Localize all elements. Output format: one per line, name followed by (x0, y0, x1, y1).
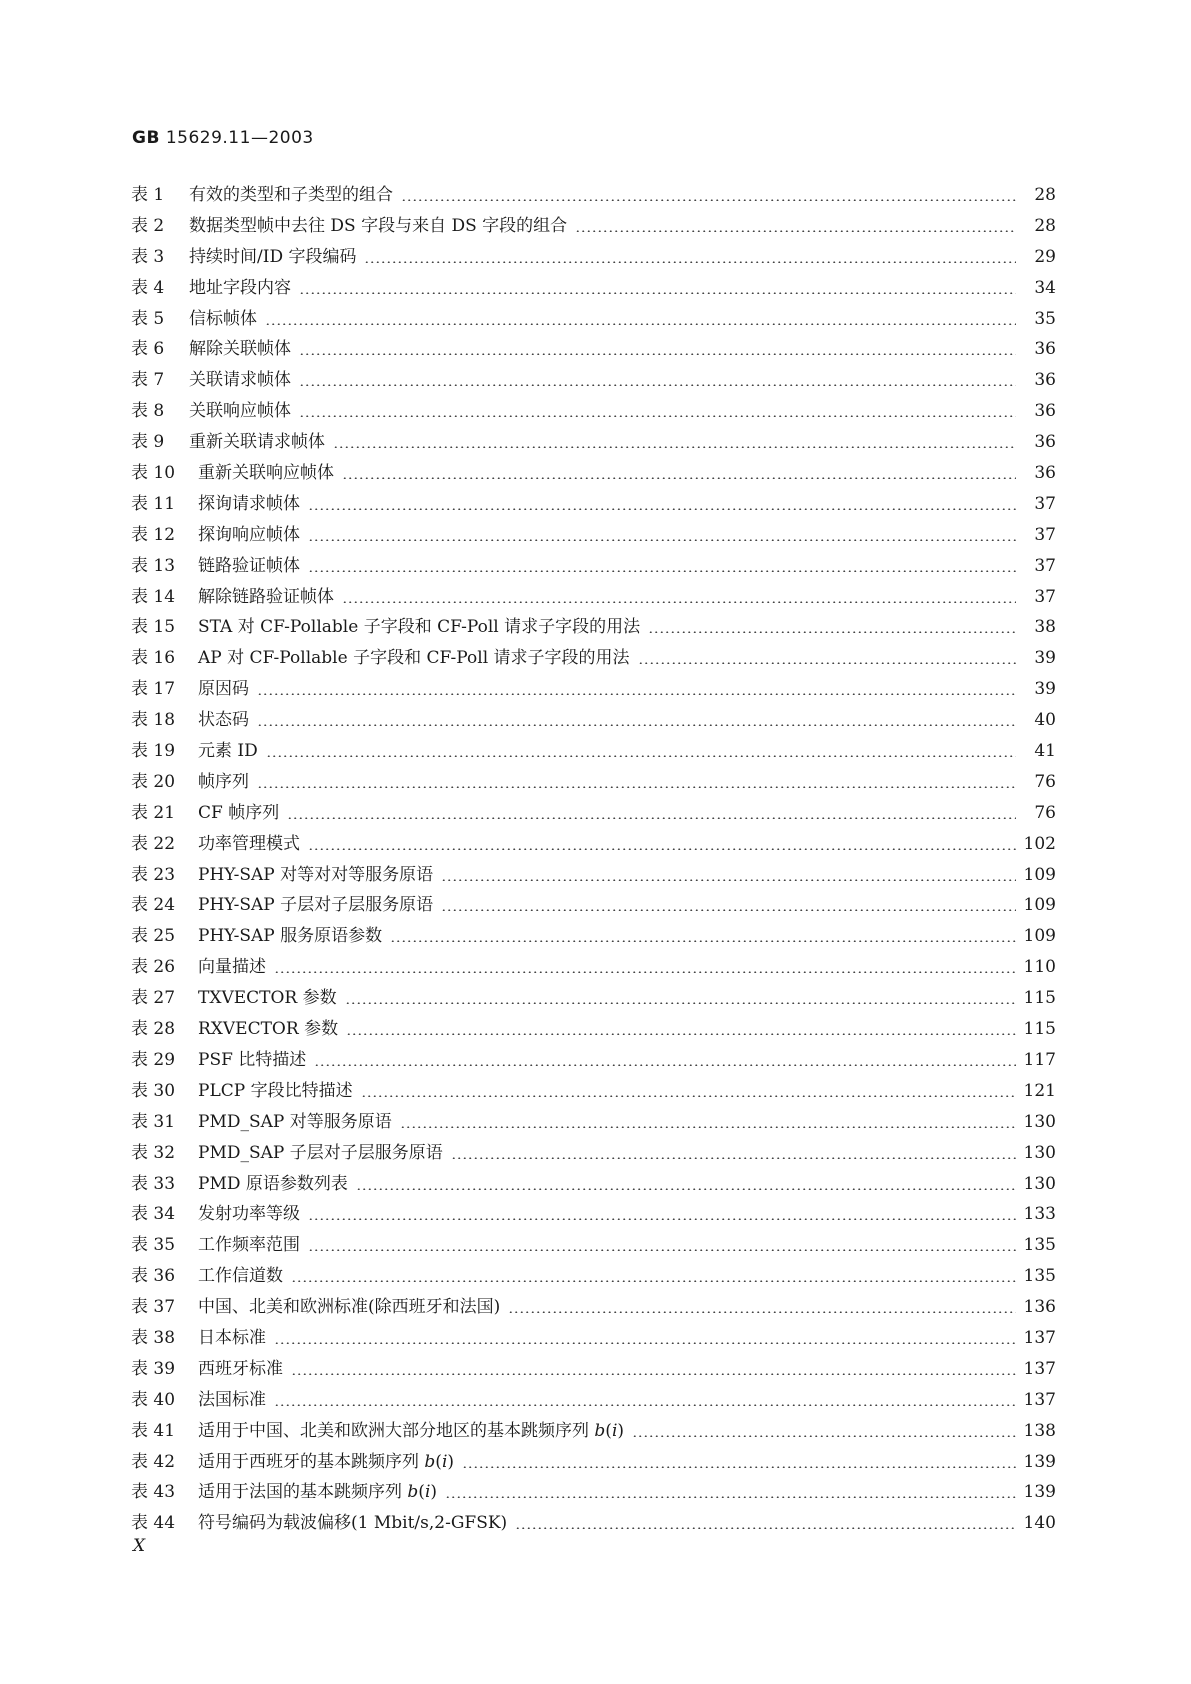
entry-page-number: 121 (1023, 1080, 1056, 1101)
entry-title: 探询请求帧体 (198, 493, 300, 514)
entry-number: 表 6 (131, 339, 165, 360)
toc-entry[interactable] (131, 1477, 1056, 1508)
entry-title: 适用于中国、北美和欧洲大部分地区的基本跳频序列 b(i) (198, 1420, 625, 1441)
entry-title: 信标帧体 (189, 308, 257, 329)
entry-page-number: 36 (1034, 370, 1056, 391)
entry-number: 表 39 (131, 1358, 176, 1379)
entry-page-number: 37 (1034, 586, 1056, 607)
dot-leader (342, 462, 1016, 479)
standard-code: 15629.11—2003 (165, 128, 314, 148)
entry-title: 解除链路验证帧体 (198, 586, 334, 607)
entry-number: 表 15 (131, 617, 176, 638)
toc-entry[interactable] (131, 674, 1056, 705)
toc-entry[interactable] (131, 489, 1056, 520)
entry-number: 表 37 (131, 1297, 176, 1318)
toc-entry[interactable] (131, 952, 1056, 983)
toc-entry[interactable] (131, 211, 1056, 242)
entry-number: 表 8 (131, 401, 165, 422)
dot-leader (308, 833, 1016, 850)
entry-number: 表 32 (131, 1142, 176, 1163)
entry-title: PLCP 字段比特描述 (198, 1080, 353, 1101)
dot-leader (257, 709, 1016, 726)
entry-title: PHY-SAP 子层对子层服务原语 (198, 895, 434, 916)
entry-page-number: 137 (1023, 1358, 1056, 1379)
entry-page-number: 76 (1034, 802, 1056, 823)
entry-number: 表 42 (131, 1451, 176, 1472)
entry-title: 日本标准 (198, 1327, 266, 1348)
dot-leader (342, 586, 1016, 603)
toc-entry[interactable] (131, 829, 1056, 860)
entry-page-number: 36 (1034, 339, 1056, 360)
entry-number: 表 35 (131, 1235, 176, 1256)
entry-title: 中国、北美和欧洲标准(除西班牙和法国) (198, 1297, 501, 1318)
entry-page-number: 37 (1034, 524, 1056, 545)
entry-title: PMD 原语参数列表 (198, 1173, 348, 1194)
toc-entry[interactable] (131, 1323, 1056, 1354)
toc-entry[interactable] (131, 1107, 1056, 1138)
toc-entry[interactable] (131, 1138, 1056, 1169)
entry-number: 表 38 (131, 1327, 176, 1348)
entry-title: PMD_SAP 对等服务原语 (198, 1111, 392, 1132)
dot-leader (257, 771, 1016, 788)
entry-number: 表 11 (131, 493, 176, 514)
entry-page-number: 138 (1023, 1420, 1056, 1441)
entry-title: RXVECTOR 参数 (198, 1019, 339, 1040)
dot-leader (451, 1142, 1016, 1159)
toc-entry[interactable] (131, 705, 1056, 736)
entry-title: 链路验证帧体 (198, 555, 300, 576)
entry-title: 适用于西班牙的基本跳频序列 b(i) (198, 1451, 455, 1472)
toc-entry[interactable] (131, 1045, 1056, 1076)
toc-entry[interactable] (131, 1230, 1056, 1261)
toc-entry[interactable] (131, 798, 1056, 829)
dot-leader (314, 1049, 1016, 1066)
toc-entry[interactable] (131, 396, 1056, 427)
dot-leader (274, 956, 1016, 973)
toc-entry[interactable] (131, 334, 1056, 365)
entry-number: 表 24 (131, 895, 176, 916)
entry-page-number: 135 (1023, 1266, 1056, 1287)
dot-leader (364, 246, 1016, 263)
entry-title: 发射功率等级 (198, 1204, 300, 1225)
dot-leader (632, 1420, 1016, 1437)
entry-page-number: 36 (1034, 432, 1056, 453)
entry-page-number: 41 (1034, 741, 1056, 762)
dot-leader (308, 493, 1016, 510)
dot-leader (299, 400, 1016, 417)
entry-page-number: 39 (1034, 648, 1056, 669)
entry-page-number: 137 (1023, 1389, 1056, 1410)
dot-leader (257, 678, 1016, 695)
entry-number: 表 44 (131, 1513, 176, 1534)
toc-entry[interactable] (131, 242, 1056, 273)
entry-title: 适用于法国的基本跳频序列 b(i) (198, 1482, 438, 1503)
entry-title: 状态码 (198, 710, 249, 731)
dot-leader (345, 987, 1016, 1004)
entry-number: 表 3 (131, 246, 165, 267)
dot-leader (291, 1358, 1016, 1375)
entry-number: 表 23 (131, 864, 176, 885)
dot-leader (356, 1173, 1016, 1190)
entry-title: 关联请求帧体 (189, 370, 291, 391)
toc-entry[interactable] (131, 983, 1056, 1014)
toc-entry[interactable] (131, 643, 1056, 674)
entry-page-number: 140 (1023, 1513, 1056, 1534)
dot-leader (299, 369, 1016, 386)
entry-number: 表 2 (131, 215, 165, 236)
entry-title: 重新关联请求帧体 (189, 432, 325, 453)
toc-entry[interactable] (131, 273, 1056, 304)
dot-leader (299, 338, 1016, 355)
entry-title: 有效的类型和子类型的组合 (189, 185, 393, 205)
toc-entry[interactable] (131, 1261, 1056, 1292)
entry-number: 表 28 (131, 1019, 176, 1040)
dot-leader (515, 1512, 1016, 1529)
entry-number: 表 17 (131, 679, 176, 700)
toc-entry[interactable] (131, 1199, 1056, 1230)
entry-title: 功率管理模式 (198, 833, 300, 854)
entry-number: 表 7 (131, 370, 165, 391)
entry-title: 帧序列 (198, 771, 249, 792)
entry-title: PSF 比特描述 (198, 1049, 307, 1070)
entry-number: 表 1 (131, 185, 165, 205)
entry-title: PHY-SAP 服务原语参数 (198, 926, 383, 947)
standard-prefix: GB (132, 128, 160, 148)
dot-leader (401, 184, 1016, 201)
entry-title: 原因码 (198, 679, 249, 700)
table-of-tables (131, 180, 1056, 1539)
toc-entry[interactable] (131, 1292, 1056, 1323)
entry-page-number: 36 (1034, 401, 1056, 422)
entry-number: 表 14 (131, 586, 176, 607)
toc-entry[interactable] (131, 1508, 1056, 1539)
entry-number: 表 10 (131, 463, 176, 484)
page-number: X (133, 1536, 146, 1556)
toc-entry[interactable] (131, 612, 1056, 643)
entry-page-number: 102 (1023, 833, 1056, 854)
entry-page-number: 115 (1023, 988, 1056, 1009)
entry-number: 表 12 (131, 524, 176, 545)
entry-title: 西班牙标准 (198, 1358, 283, 1379)
toc-entry[interactable] (131, 551, 1056, 582)
toc-entry[interactable] (131, 1354, 1056, 1385)
entry-title: 元素 ID (198, 741, 258, 762)
entry-number: 表 43 (131, 1482, 176, 1503)
entry-title: 关联响应帧体 (189, 401, 291, 422)
entry-title: AP 对 CF-Pollable 子字段和 CF-Poll 请求子字段的用法 (198, 648, 630, 669)
toc-entry[interactable] (131, 365, 1056, 396)
toc-entry[interactable] (131, 458, 1056, 489)
dot-leader (266, 740, 1016, 757)
entry-title: 地址字段内容 (189, 277, 291, 298)
entry-number: 表 27 (131, 988, 176, 1009)
dot-leader (575, 215, 1016, 232)
toc-entry[interactable] (131, 427, 1056, 458)
entry-page-number: 130 (1023, 1111, 1056, 1132)
entry-number: 表 29 (131, 1049, 176, 1070)
entry-number: 表 25 (131, 926, 176, 947)
toc-entry[interactable] (131, 860, 1056, 891)
dot-leader (291, 1265, 1016, 1282)
toc-entry[interactable] (131, 304, 1056, 335)
entry-number: 表 20 (131, 771, 176, 792)
entry-number: 表 31 (131, 1111, 176, 1132)
entry-title: 解除关联帧体 (189, 339, 291, 360)
entry-page-number: 137 (1023, 1327, 1056, 1348)
toc-entry[interactable] (131, 767, 1056, 798)
dot-leader (390, 925, 1016, 942)
dot-leader (333, 431, 1016, 448)
entry-page-number: 37 (1034, 493, 1056, 514)
entry-title: TXVECTOR 参数 (198, 988, 337, 1009)
dot-leader (361, 1080, 1016, 1097)
entry-page-number: 34 (1034, 277, 1056, 298)
entry-page-number: 139 (1023, 1451, 1056, 1472)
entry-title: 工作频率范围 (198, 1235, 300, 1256)
entry-title: 工作信道数 (198, 1266, 283, 1287)
toc-entry[interactable] (131, 890, 1056, 921)
entry-page-number: 133 (1023, 1204, 1056, 1225)
entry-page-number: 109 (1023, 926, 1056, 947)
dot-leader (308, 524, 1016, 541)
dot-leader (441, 864, 1016, 881)
toc-entry[interactable] (131, 180, 1056, 211)
entry-page-number: 117 (1023, 1049, 1056, 1070)
entry-number: 表 16 (131, 648, 176, 669)
toc-entry[interactable] (131, 582, 1056, 613)
entry-title: 探询响应帧体 (198, 524, 300, 545)
entry-page-number: 28 (1034, 215, 1056, 236)
entry-page-number: 115 (1023, 1019, 1056, 1040)
entry-title: CF 帧序列 (198, 802, 280, 823)
entry-number: 表 9 (131, 432, 165, 453)
entry-page-number: 109 (1023, 895, 1056, 916)
entry-title: 符号编码为载波偏移(1 Mbit/s,2-GFSK) (198, 1513, 508, 1534)
entry-number: 表 4 (131, 277, 165, 298)
toc-entry[interactable] (131, 736, 1056, 767)
dot-leader (308, 1203, 1016, 1220)
entry-number: 表 18 (131, 710, 176, 731)
entry-number: 表 13 (131, 555, 176, 576)
entry-number: 表 21 (131, 802, 176, 823)
dot-leader (346, 1018, 1016, 1035)
entry-number: 表 36 (131, 1266, 176, 1287)
entry-page-number: 136 (1023, 1297, 1056, 1318)
document-header (132, 128, 314, 148)
entry-page-number: 109 (1023, 864, 1056, 885)
entry-page-number: 76 (1034, 771, 1056, 792)
entry-page-number: 39 (1034, 679, 1056, 700)
dot-leader (648, 616, 1016, 633)
entry-page-number: 40 (1034, 710, 1056, 731)
dot-leader (441, 894, 1016, 911)
dot-leader (462, 1451, 1016, 1468)
entry-number: 表 30 (131, 1080, 176, 1101)
entry-page-number: 110 (1023, 957, 1056, 978)
entry-page-number: 130 (1023, 1142, 1056, 1163)
toc-entry[interactable] (131, 1014, 1056, 1045)
dot-leader (638, 647, 1016, 664)
dot-leader (400, 1111, 1016, 1128)
entry-page-number: 135 (1023, 1235, 1056, 1256)
entry-number: 表 19 (131, 741, 176, 762)
dot-leader (287, 802, 1016, 819)
entry-page-number: 130 (1023, 1173, 1056, 1194)
entry-title: STA 对 CF-Pollable 子字段和 CF-Poll 请求子字段的用法 (198, 617, 641, 638)
entry-page-number: 35 (1034, 308, 1056, 329)
dot-leader (274, 1327, 1016, 1344)
entry-title: PHY-SAP 对等对对等服务原语 (198, 864, 434, 885)
entry-title: 向量描述 (198, 957, 266, 978)
toc-entry[interactable] (131, 520, 1056, 551)
entry-title: 重新关联响应帧体 (198, 463, 334, 484)
entry-number: 表 41 (131, 1420, 176, 1441)
entry-title: 法国标准 (198, 1389, 266, 1410)
entry-number: 表 26 (131, 957, 176, 978)
toc-entry[interactable] (131, 1385, 1056, 1416)
toc-entry[interactable] (131, 921, 1056, 952)
toc-entry[interactable] (131, 1076, 1056, 1107)
entry-page-number: 29 (1034, 246, 1056, 267)
entry-page-number: 38 (1034, 617, 1056, 638)
entry-page-number: 139 (1023, 1482, 1056, 1503)
dot-leader (508, 1296, 1016, 1313)
entry-number: 表 34 (131, 1204, 176, 1225)
toc-entry[interactable] (131, 1169, 1056, 1200)
entry-title: PMD_SAP 子层对子层服务原语 (198, 1142, 443, 1163)
entry-page-number: 36 (1034, 463, 1056, 484)
entry-page-number: 28 (1034, 185, 1056, 205)
entry-number: 表 22 (131, 833, 176, 854)
dot-leader (274, 1389, 1016, 1406)
dot-leader (308, 555, 1016, 572)
entry-number: 表 33 (131, 1173, 176, 1194)
entry-page-number: 37 (1034, 555, 1056, 576)
toc-entry[interactable] (131, 1416, 1056, 1447)
toc-entry[interactable] (131, 1447, 1056, 1478)
entry-title: 持续时间/ID 字段编码 (189, 246, 357, 267)
dot-leader (308, 1234, 1016, 1251)
dot-leader (265, 308, 1016, 325)
entry-number: 表 40 (131, 1389, 176, 1410)
dot-leader (445, 1481, 1016, 1498)
dot-leader (299, 277, 1016, 294)
entry-number: 表 5 (131, 308, 165, 329)
entry-title: 数据类型帧中去往 DS 字段与来自 DS 字段的组合 (189, 215, 568, 236)
